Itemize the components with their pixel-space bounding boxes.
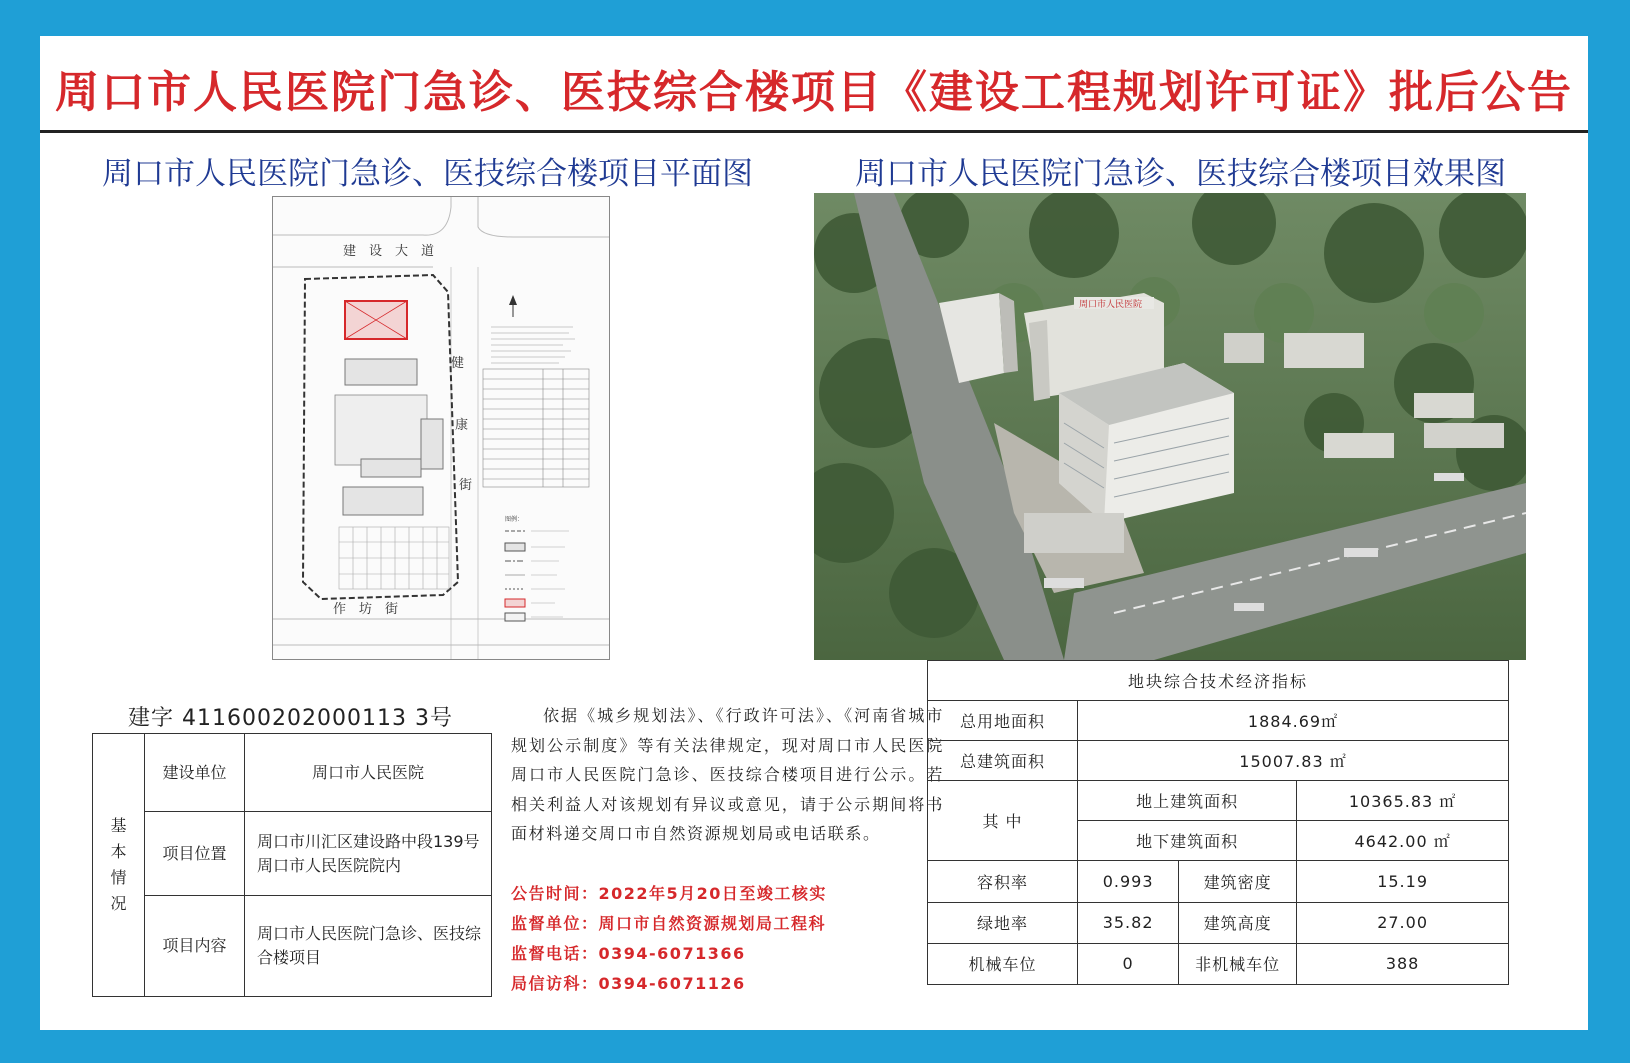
tech-indicators-table bbox=[927, 660, 1509, 985]
notice-text bbox=[511, 701, 944, 849]
value-mech-parking: 0 bbox=[1078, 943, 1179, 984]
building-sign: 周口市人民医院 bbox=[1079, 300, 1143, 310]
value-total-land: 1884.69㎡ bbox=[1078, 701, 1509, 741]
road-label-east-2: 康 bbox=[455, 418, 469, 433]
label-nonmech-parking: 非机械车位 bbox=[1179, 943, 1297, 984]
label-builder: 建设单位 bbox=[145, 734, 245, 812]
table-row bbox=[928, 943, 1509, 984]
legend-title: 图例： bbox=[505, 516, 524, 523]
main-title: 周口市人民医院门急诊、医技综合楼项目《建设工程规划许可证》批后公告 bbox=[55, 67, 1573, 118]
label-total-floor: 总建筑面积 bbox=[928, 741, 1078, 781]
value-green: 35.82 bbox=[1078, 902, 1179, 943]
value-total-floor: 15007.83 ㎡ bbox=[1078, 741, 1509, 781]
label-density: 建筑密度 bbox=[1179, 861, 1297, 902]
table-row bbox=[93, 812, 492, 896]
site-plan-svg bbox=[273, 197, 610, 660]
label-above-ground: 地上建筑面积 bbox=[1078, 781, 1297, 821]
value-above-ground: 10365.83 ㎡ bbox=[1297, 781, 1509, 821]
road-label-east-3: 街 bbox=[459, 478, 473, 493]
label-total-land: 总用地面积 bbox=[928, 701, 1078, 741]
plan-title: 周口市人民医院门急诊、医技综合楼项目平面图 bbox=[102, 156, 753, 192]
value-density: 15.19 bbox=[1297, 861, 1509, 902]
value-far: 0.993 bbox=[1078, 861, 1179, 902]
value-content: 周口市人民医院门急诊、医技综合楼项目 bbox=[245, 896, 492, 997]
label-location: 项目位置 bbox=[145, 812, 245, 896]
notice-phone: 监督电话：0394-6071366 bbox=[511, 944, 746, 963]
table-row bbox=[93, 734, 492, 812]
tech-caption: 地块综合技术经济指标 bbox=[928, 661, 1509, 701]
value-height: 27.00 bbox=[1297, 902, 1509, 943]
rendering-svg bbox=[814, 193, 1526, 660]
render-title: 周口市人民医院门急诊、医技综合楼项目效果图 bbox=[855, 156, 1506, 192]
table-row bbox=[928, 741, 1509, 781]
notice-contacts bbox=[511, 879, 951, 999]
architectural-rendering bbox=[814, 193, 1526, 660]
label-green: 绿地率 bbox=[928, 902, 1078, 943]
notice-time: 公告时间：2022年5月20日至竣工核实 bbox=[511, 884, 827, 903]
value-builder: 周口市人民医院 bbox=[245, 734, 492, 812]
road-label-north: 建 设 大 道 bbox=[343, 244, 435, 259]
notice-board bbox=[40, 36, 1588, 1030]
table-row bbox=[928, 701, 1509, 741]
label-below-ground: 地下建筑面积 bbox=[1078, 821, 1297, 861]
section-label-basic: 基 本 情 况 bbox=[93, 734, 145, 997]
road-label-south: 作 坊 街 bbox=[333, 602, 399, 617]
label-of-which: 其 中 bbox=[928, 781, 1078, 861]
notice-supervisor: 监督单位：周口市自然资源规划局工程科 bbox=[511, 914, 827, 933]
value-nonmech-parking: 388 bbox=[1297, 943, 1509, 984]
label-content: 项目内容 bbox=[145, 896, 245, 997]
label-far: 容积率 bbox=[928, 861, 1078, 902]
permit-number: 建字 411600202000113 3号 bbox=[128, 706, 453, 731]
table-row bbox=[928, 781, 1509, 821]
value-below-ground: 4642.00 ㎡ bbox=[1297, 821, 1509, 861]
label-height: 建筑高度 bbox=[1179, 902, 1297, 943]
road-label-east-1: 健 bbox=[451, 356, 465, 371]
table-row bbox=[93, 896, 492, 997]
title-divider bbox=[40, 130, 1588, 133]
site-plan-drawing bbox=[272, 196, 610, 660]
notice-letters: 局信访科：0394-6071126 bbox=[511, 974, 746, 993]
table-row bbox=[928, 861, 1509, 902]
table-row bbox=[928, 902, 1509, 943]
basic-info-table bbox=[92, 733, 492, 997]
notice-body: 依据《城乡规划法》、《行政许可法》、《河南省城市规划公示制度》等有关法律规定，现对周口市人民医院周口市人民医院门急诊、医技综合楼项目进行公示。若相关利益人对该规划有异议或意见，请于公示期间将书面材料递交周口市自然资源规划局或电话联系。 bbox=[511, 706, 944, 843]
table-row bbox=[928, 661, 1509, 701]
value-location: 周口市川汇区建设路中段139号周口市人民医院院内 bbox=[245, 812, 492, 896]
label-mech-parking: 机械车位 bbox=[928, 943, 1078, 984]
